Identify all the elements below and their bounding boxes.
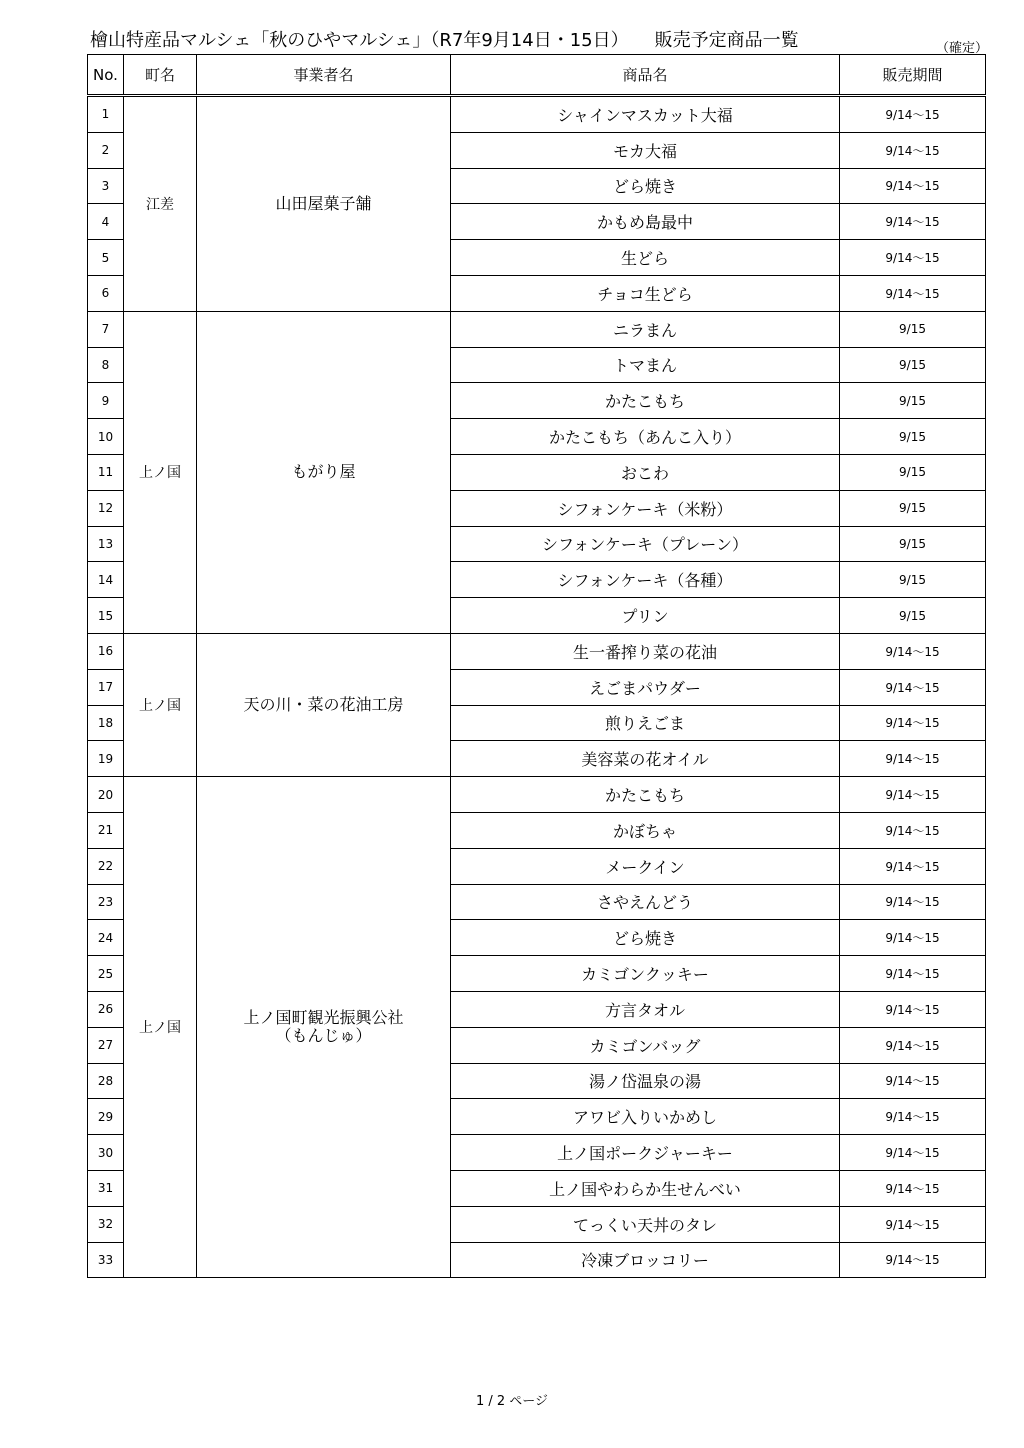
cell-product: 煎りえごま xyxy=(451,705,840,741)
cell-product: モカ大福 xyxy=(451,132,840,168)
cell-period: 9/14～15 xyxy=(840,812,986,848)
cell-product: シャインマスカット大福 xyxy=(451,96,840,133)
cell-period: 9/15 xyxy=(840,311,986,347)
cell-no: 17 xyxy=(88,669,124,705)
cell-product: トマまん xyxy=(451,347,840,383)
cell-no: 28 xyxy=(88,1063,124,1099)
status-label: （確定） xyxy=(936,41,989,56)
cell-no: 12 xyxy=(88,490,124,526)
cell-no: 4 xyxy=(88,204,124,240)
cell-period: 9/14～15 xyxy=(840,705,986,741)
cell-no: 11 xyxy=(88,454,124,490)
cell-period: 9/14～15 xyxy=(840,1063,986,1099)
page-number: 1 / 2 ページ xyxy=(475,1394,549,1409)
cell-period: 9/14～15 xyxy=(840,956,986,992)
cell-no: 13 xyxy=(88,526,124,562)
cell-no: 22 xyxy=(88,848,124,884)
cell-no: 2 xyxy=(88,132,124,168)
cell-business xyxy=(197,633,451,776)
cell-product: どら焼き xyxy=(451,920,840,956)
cell-product: プリン xyxy=(451,598,840,634)
subtitle-text: 販売予定商品一覧 xyxy=(654,30,799,51)
cell-no: 21 xyxy=(88,812,124,848)
cell-product: てっくい天丼のタレ xyxy=(451,1206,840,1242)
business-name: 天の川・菜の花油工房 xyxy=(243,695,404,715)
cell-no: 31 xyxy=(88,1170,124,1206)
cell-town: 上ノ国 xyxy=(124,633,197,776)
cell-product: かたこもち（あんこ入り） xyxy=(451,419,840,455)
cell-business xyxy=(197,311,451,633)
cell-period: 9/15 xyxy=(840,454,986,490)
cell-product: カミゴンクッキー xyxy=(451,956,840,992)
cell-no: 27 xyxy=(88,1027,124,1063)
cell-product: かたこもち xyxy=(451,777,840,813)
cell-period: 9/15 xyxy=(840,419,986,455)
business-subname: （もんじゅ） xyxy=(275,1026,372,1046)
cell-period: 9/15 xyxy=(840,598,986,634)
cell-product: シフォンケーキ（各種） xyxy=(451,562,840,598)
business-name: 上ノ国町観光振興公社 xyxy=(243,1008,404,1028)
cell-period: 9/14～15 xyxy=(840,96,986,133)
cell-no: 32 xyxy=(88,1206,124,1242)
cell-product: えごまパウダー xyxy=(451,669,840,705)
cell-no: 9 xyxy=(88,383,124,419)
cell-product: おこわ xyxy=(451,454,840,490)
cell-period: 9/15 xyxy=(840,347,986,383)
cell-period: 9/14～15 xyxy=(840,991,986,1027)
table-row xyxy=(88,96,986,133)
cell-product: かぼちゃ xyxy=(451,812,840,848)
table-row xyxy=(88,311,986,347)
cell-no: 23 xyxy=(88,884,124,920)
cell-product: カミゴンバッグ xyxy=(451,1027,840,1063)
header-period: 販売期間 xyxy=(840,55,986,96)
cell-period: 9/15 xyxy=(840,562,986,598)
cell-product: シフォンケーキ（米粉） xyxy=(451,490,840,526)
cell-product: 生どら xyxy=(451,240,840,276)
cell-town: 上ノ国 xyxy=(124,311,197,633)
header-no: No. xyxy=(88,55,124,96)
cell-no: 30 xyxy=(88,1135,124,1171)
cell-no: 3 xyxy=(88,168,124,204)
cell-no: 25 xyxy=(88,956,124,992)
cell-product: 冷凍ブロッコリー xyxy=(451,1242,840,1278)
table-row xyxy=(88,777,986,813)
cell-period: 9/14～15 xyxy=(840,132,986,168)
cell-product: ニラまん xyxy=(451,311,840,347)
cell-product: シフォンケーキ（プレーン） xyxy=(451,526,840,562)
cell-product: メークイン xyxy=(451,848,840,884)
cell-product: 湯ノ岱温泉の湯 xyxy=(451,1063,840,1099)
cell-period: 9/14～15 xyxy=(840,168,986,204)
header-town: 町名 xyxy=(124,55,197,96)
cell-product: アワビ入りいかめし xyxy=(451,1099,840,1135)
cell-no: 8 xyxy=(88,347,124,383)
cell-period: 9/14～15 xyxy=(840,1206,986,1242)
cell-period: 9/15 xyxy=(840,490,986,526)
cell-period: 9/14～15 xyxy=(840,741,986,777)
business-name: 山田屋菓子舗 xyxy=(275,193,372,213)
table-body xyxy=(88,96,986,1278)
cell-period: 9/15 xyxy=(840,526,986,562)
cell-product: 上ノ国やわらか生せんべい xyxy=(451,1170,840,1206)
cell-no: 18 xyxy=(88,705,124,741)
cell-period: 9/14～15 xyxy=(840,240,986,276)
cell-period: 9/14～15 xyxy=(840,275,986,311)
cell-product: どら焼き xyxy=(451,168,840,204)
cell-period: 9/14～15 xyxy=(840,204,986,240)
header-row xyxy=(88,55,986,96)
cell-no: 29 xyxy=(88,1099,124,1135)
cell-no: 10 xyxy=(88,419,124,455)
cell-period: 9/14～15 xyxy=(840,848,986,884)
cell-town: 江差 xyxy=(124,96,197,312)
business-name: もがり屋 xyxy=(291,462,356,482)
cell-no: 1 xyxy=(88,96,124,133)
document-title xyxy=(90,26,799,52)
cell-period: 9/15 xyxy=(840,383,986,419)
title-text: 檜山特産品マルシェ「秋のひやマルシェ」（R7年9月14日・15日） xyxy=(90,30,629,51)
cell-no: 33 xyxy=(88,1242,124,1278)
cell-business xyxy=(197,96,451,312)
header-product: 商品名 xyxy=(451,55,840,96)
cell-period: 9/14～15 xyxy=(840,1027,986,1063)
cell-no: 5 xyxy=(88,240,124,276)
table-row xyxy=(88,633,986,669)
cell-period: 9/14～15 xyxy=(840,1099,986,1135)
cell-product: かもめ島最中 xyxy=(451,204,840,240)
cell-period: 9/14～15 xyxy=(840,633,986,669)
product-table xyxy=(87,54,986,1278)
cell-product: チョコ生どら xyxy=(451,275,840,311)
cell-period: 9/14～15 xyxy=(840,1170,986,1206)
cell-no: 7 xyxy=(88,311,124,347)
cell-product: 上ノ国ポークジャーキー xyxy=(451,1135,840,1171)
cell-product: かたこもち xyxy=(451,383,840,419)
cell-no: 26 xyxy=(88,991,124,1027)
cell-no: 15 xyxy=(88,598,124,634)
cell-period: 9/14～15 xyxy=(840,669,986,705)
cell-product: さやえんどう xyxy=(451,884,840,920)
cell-period: 9/14～15 xyxy=(840,1242,986,1278)
cell-product: 方言タオル xyxy=(451,991,840,1027)
cell-period: 9/14～15 xyxy=(840,884,986,920)
cell-town: 上ノ国 xyxy=(124,777,197,1278)
cell-product: 生一番搾り菜の花油 xyxy=(451,633,840,669)
cell-business xyxy=(197,777,451,1278)
cell-period: 9/14～15 xyxy=(840,1135,986,1171)
cell-no: 16 xyxy=(88,633,124,669)
cell-product: 美容菜の花オイル xyxy=(451,741,840,777)
cell-period: 9/14～15 xyxy=(840,920,986,956)
cell-no: 24 xyxy=(88,920,124,956)
cell-period: 9/14～15 xyxy=(840,777,986,813)
header-business: 事業者名 xyxy=(197,55,451,96)
cell-no: 19 xyxy=(88,741,124,777)
cell-no: 20 xyxy=(88,777,124,813)
cell-no: 14 xyxy=(88,562,124,598)
cell-no: 6 xyxy=(88,275,124,311)
